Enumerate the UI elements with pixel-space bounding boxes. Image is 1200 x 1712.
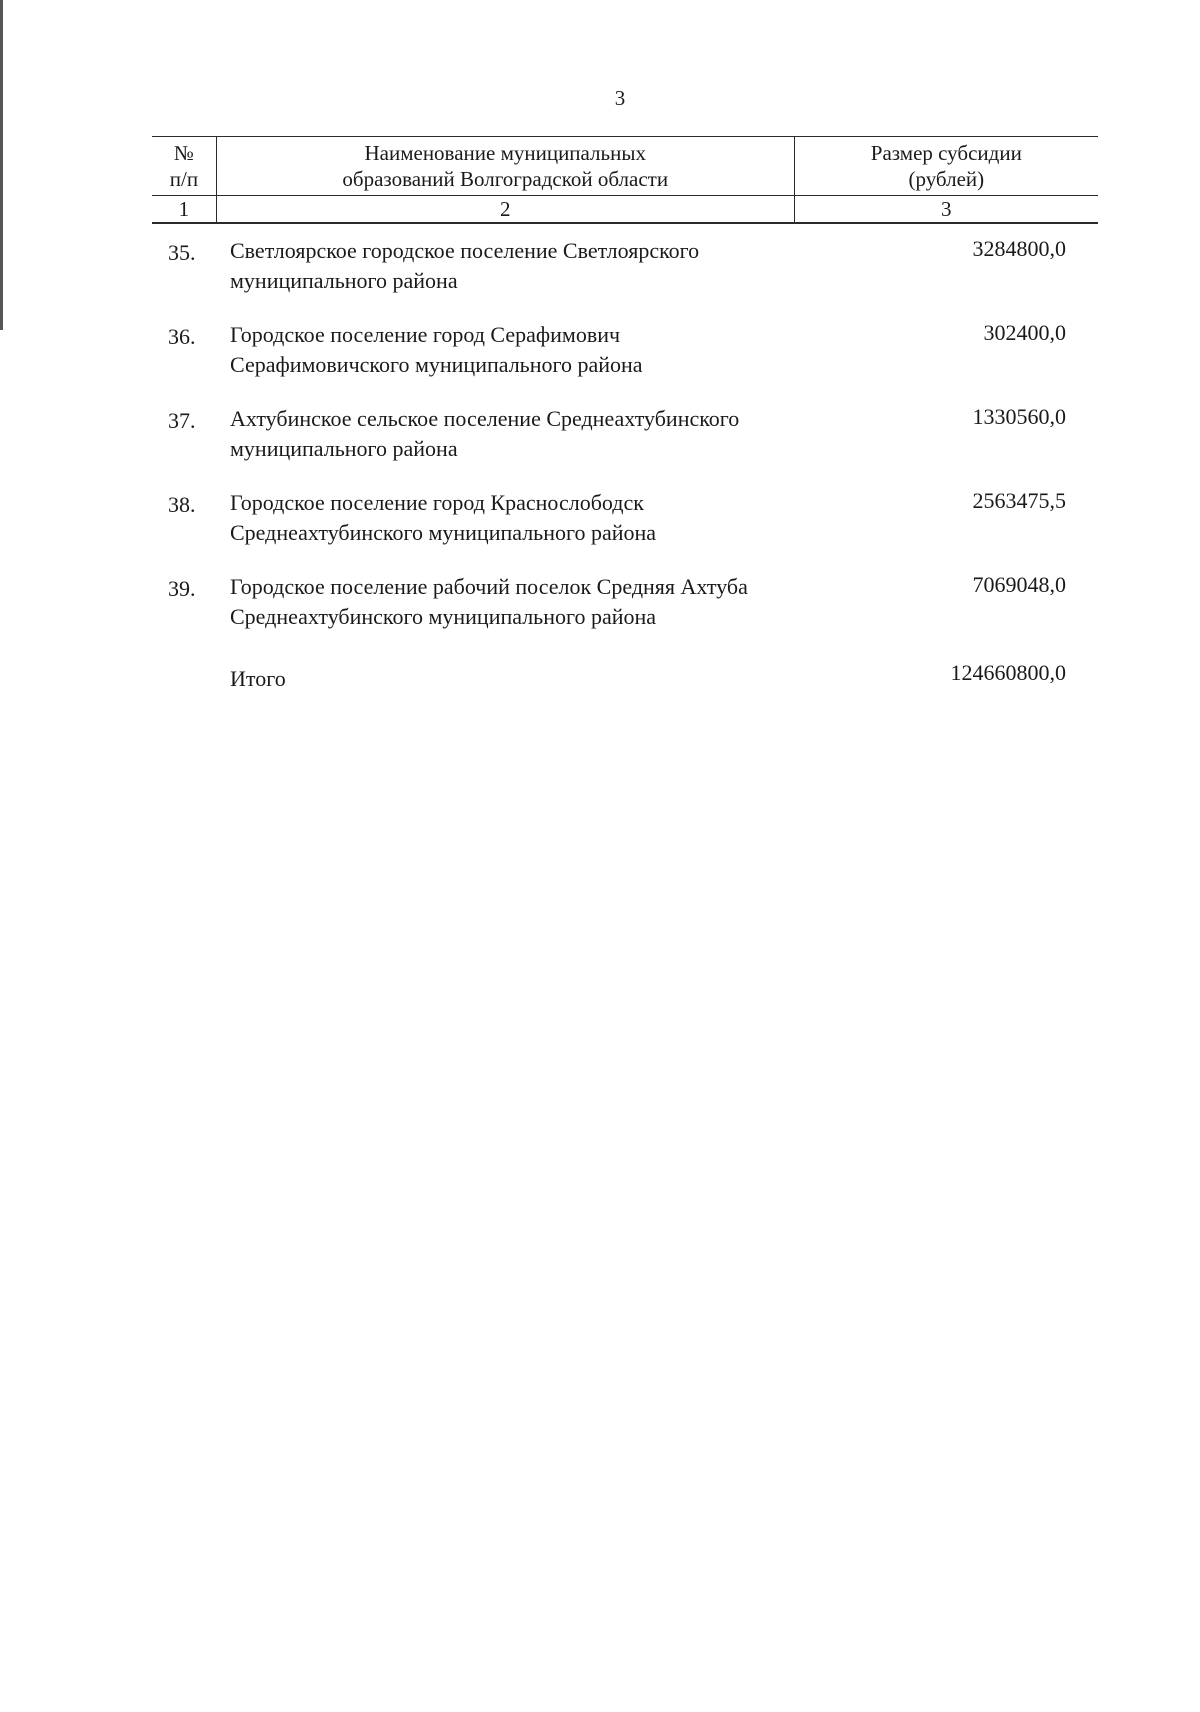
municipality-name: Ахтубинское сельское поселение Среднеахтубинского муниципального района (230, 406, 740, 461)
table-row (152, 404, 1098, 488)
header-col-name: Наименование муниципальных образований Волгоградской области (216, 137, 794, 196)
column-number-1: 1 (152, 196, 216, 224)
table-header (152, 136, 1098, 224)
table-row (152, 488, 1098, 572)
row-number: 39. (168, 576, 196, 601)
table-row (152, 572, 1098, 656)
municipality-name: Городское поселение рабочий поселок Средняя Ахтуба Среднеахтубинского муниципального района (230, 574, 748, 629)
subsidy-amount: 302400,0 (983, 320, 1066, 345)
scan-edge (0, 0, 3, 330)
total-row (152, 656, 1098, 696)
column-number-2: 2 (216, 196, 794, 224)
header-col-amount: Размер субсидии (рублей) (794, 137, 1098, 196)
header-col-number: № п/п (152, 137, 216, 196)
municipality-name: Городское поселение город Серафимович Серафимовичского муниципального района (230, 322, 643, 377)
row-number: 37. (168, 408, 196, 433)
subsidy-amount: 3284800,0 (972, 236, 1066, 261)
subsidy-amount: 1330560,0 (972, 404, 1066, 429)
table-row (152, 320, 1098, 404)
page-number: 3 (614, 86, 626, 110)
table-body (152, 236, 1098, 696)
total-amount: 124660800,0 (950, 660, 1066, 685)
table-row (152, 236, 1098, 320)
row-number: 35. (168, 240, 196, 265)
total-label: Итого (230, 666, 286, 691)
column-number-3: 3 (794, 196, 1098, 224)
row-number: 38. (168, 492, 196, 517)
row-number: 36. (168, 324, 196, 349)
municipality-name: Светлоярское городское поселение Светлоярского муниципального района (230, 238, 700, 293)
subsidy-amount: 7069048,0 (972, 572, 1066, 597)
municipality-name: Городское поселение город Краснослободск Среднеахтубинского муниципального района (230, 490, 657, 545)
subsidy-amount: 2563475,5 (972, 488, 1066, 513)
